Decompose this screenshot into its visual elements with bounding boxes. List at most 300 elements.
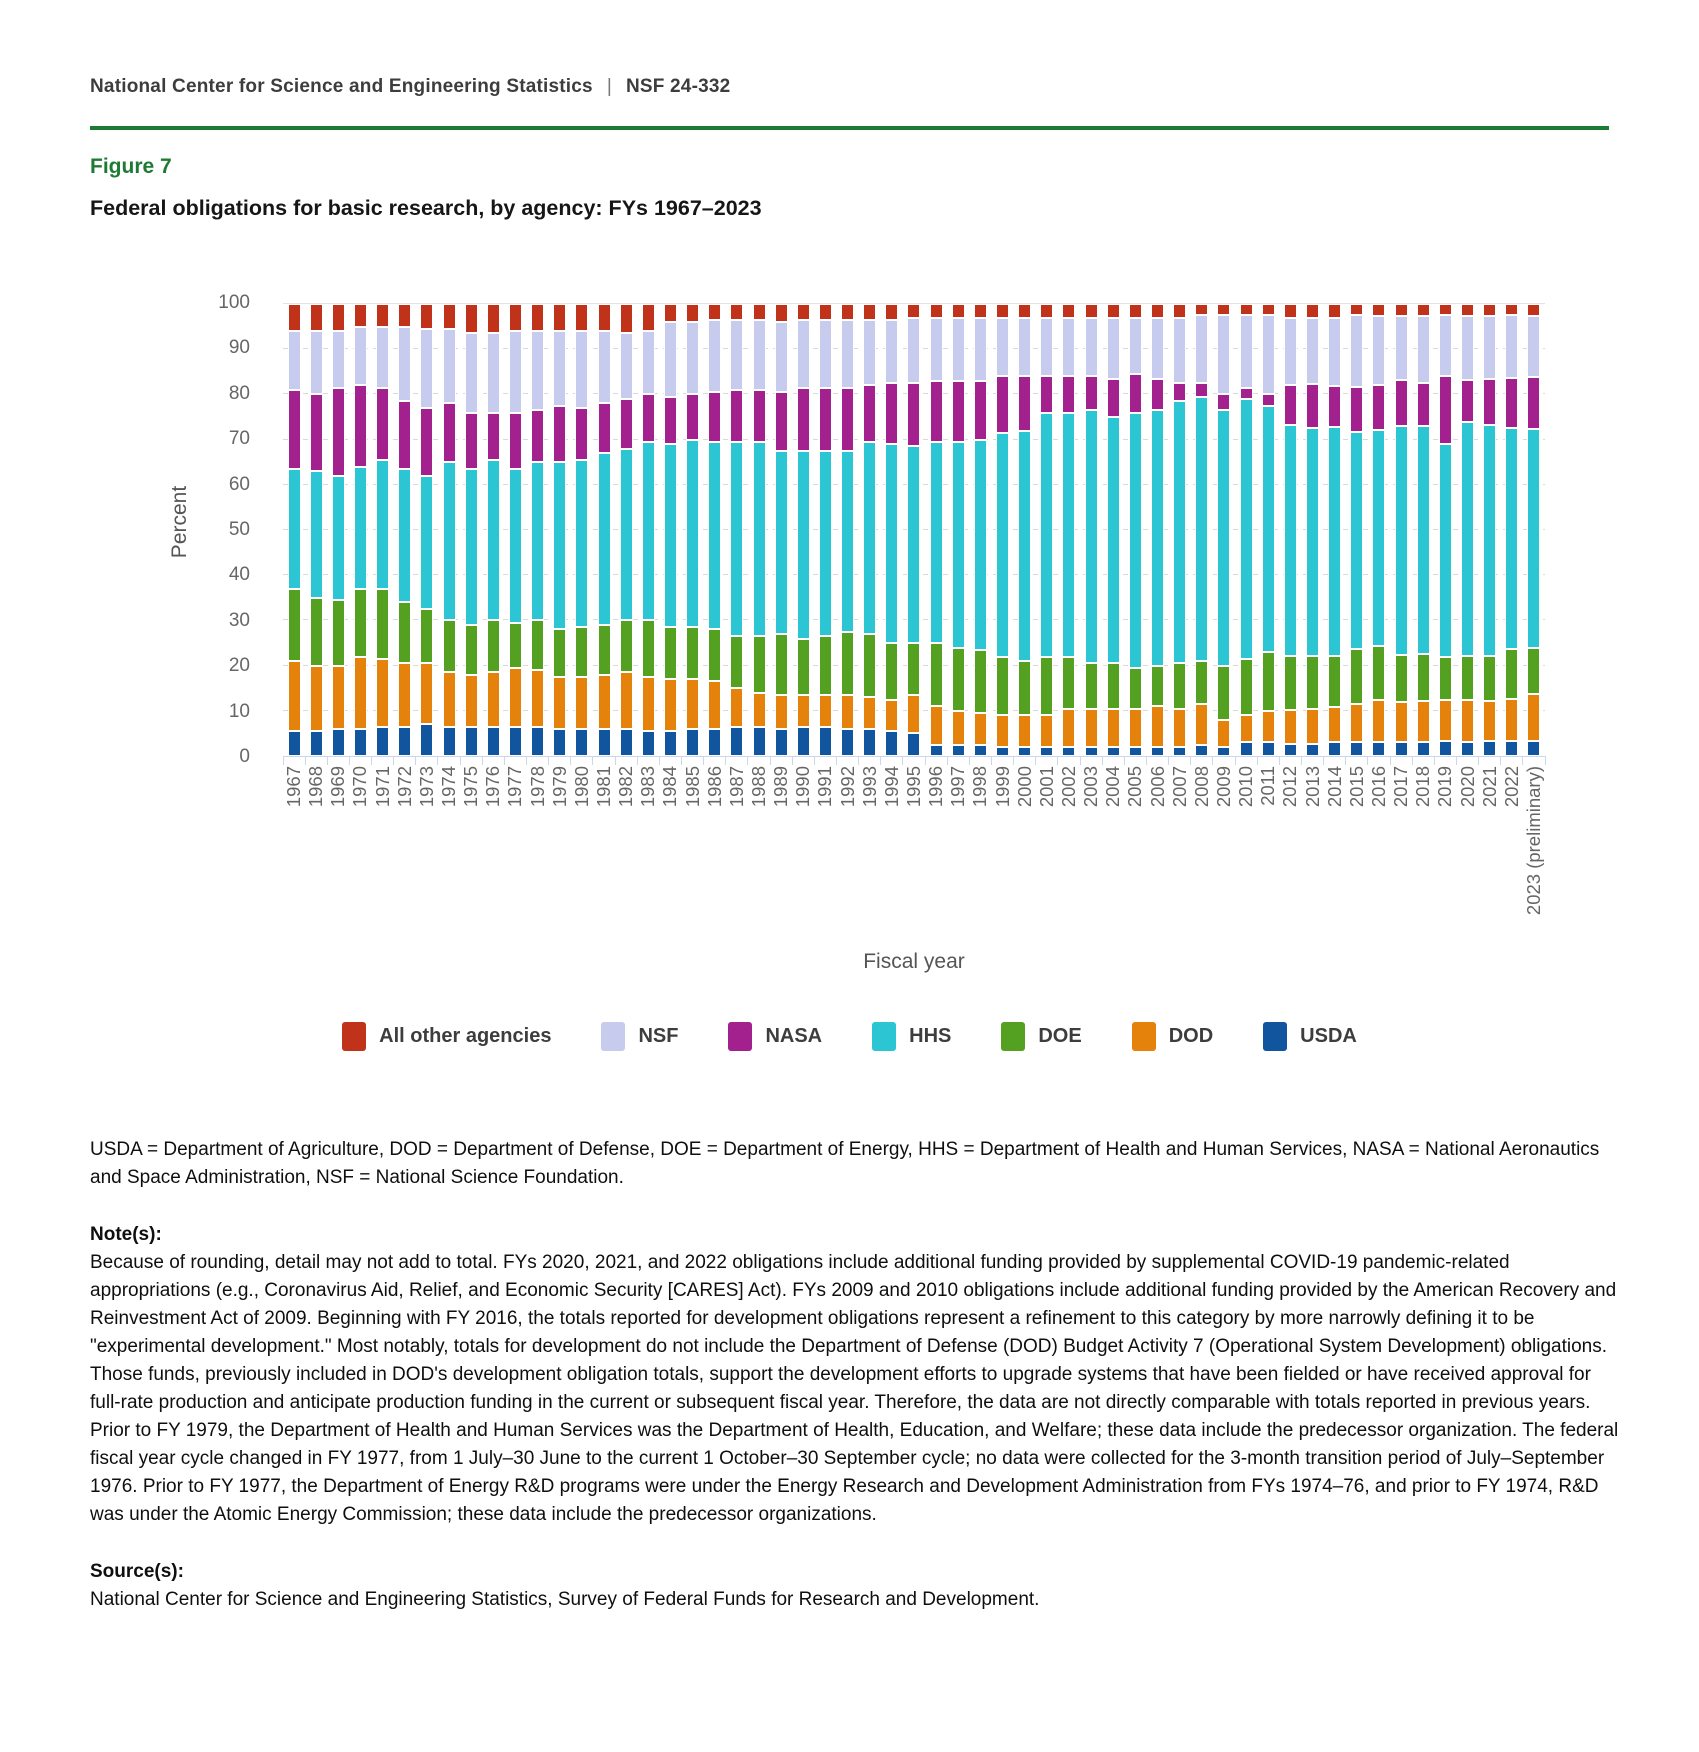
segment-hhs[interactable] xyxy=(420,476,433,609)
segment-nsf[interactable] xyxy=(398,327,411,402)
segment-all-other-agencies[interactable] xyxy=(420,304,433,329)
segment-nsf[interactable] xyxy=(819,320,832,388)
segment-all-other-agencies[interactable] xyxy=(996,304,1009,318)
segment-hhs[interactable] xyxy=(1085,410,1098,663)
segment-doe[interactable] xyxy=(376,589,389,659)
segment-all-other-agencies[interactable] xyxy=(1085,304,1098,318)
segment-nsf[interactable] xyxy=(1350,315,1363,387)
segment-all-other-agencies[interactable] xyxy=(398,304,411,327)
segment-nasa[interactable] xyxy=(1240,388,1253,399)
segment-doe[interactable] xyxy=(443,620,456,672)
segment-doe[interactable] xyxy=(1395,655,1408,702)
segment-nsf[interactable] xyxy=(642,331,655,394)
segment-hhs[interactable] xyxy=(1062,413,1075,657)
segment-hhs[interactable] xyxy=(1306,428,1319,656)
bar-1990[interactable] xyxy=(792,304,814,756)
segment-all-other-agencies[interactable] xyxy=(1395,304,1408,316)
segment-usda[interactable] xyxy=(1040,747,1053,756)
segment-nsf[interactable] xyxy=(1461,316,1474,380)
segment-hhs[interactable] xyxy=(354,467,367,589)
segment-usda[interactable] xyxy=(1151,747,1164,756)
segment-dod[interactable] xyxy=(1328,707,1341,742)
segment-doe[interactable] xyxy=(1195,661,1208,704)
segment-nsf[interactable] xyxy=(1372,316,1385,385)
segment-dod[interactable] xyxy=(974,713,987,745)
segment-nsf[interactable] xyxy=(1328,318,1341,387)
segment-all-other-agencies[interactable] xyxy=(819,304,832,320)
segment-dod[interactable] xyxy=(553,677,566,729)
segment-dod[interactable] xyxy=(509,668,522,727)
segment-hhs[interactable] xyxy=(1372,430,1385,646)
bar-2000[interactable] xyxy=(1014,304,1036,756)
segment-usda[interactable] xyxy=(1395,742,1408,756)
segment-hhs[interactable] xyxy=(708,442,721,630)
segment-nasa[interactable] xyxy=(509,413,522,470)
bar-1984[interactable] xyxy=(659,304,681,756)
segment-usda[interactable] xyxy=(443,727,456,756)
segment-nasa[interactable] xyxy=(1040,376,1053,412)
segment-nasa[interactable] xyxy=(332,388,345,476)
segment-nasa[interactable] xyxy=(553,406,566,463)
segment-dod[interactable] xyxy=(598,675,611,729)
segment-nsf[interactable] xyxy=(952,318,965,381)
segment-doe[interactable] xyxy=(775,634,788,695)
segment-all-other-agencies[interactable] xyxy=(465,304,478,333)
segment-hhs[interactable] xyxy=(575,460,588,627)
segment-all-other-agencies[interactable] xyxy=(1262,304,1275,315)
segment-doe[interactable] xyxy=(1107,663,1120,708)
bar-1991[interactable] xyxy=(814,304,836,756)
segment-hhs[interactable] xyxy=(398,469,411,602)
bar-2016[interactable] xyxy=(1368,304,1390,756)
segment-dod[interactable] xyxy=(1417,701,1430,742)
bar-2005[interactable] xyxy=(1124,304,1146,756)
segment-all-other-agencies[interactable] xyxy=(797,304,810,320)
segment-dod[interactable] xyxy=(443,672,456,726)
segment-nsf[interactable] xyxy=(1262,315,1275,393)
segment-nsf[interactable] xyxy=(753,320,766,390)
segment-all-other-agencies[interactable] xyxy=(1062,304,1075,318)
segment-nsf[interactable] xyxy=(1395,316,1408,381)
segment-hhs[interactable] xyxy=(1483,425,1496,656)
segment-hhs[interactable] xyxy=(531,462,544,620)
segment-nsf[interactable] xyxy=(376,327,389,388)
segment-dod[interactable] xyxy=(1284,710,1297,744)
segment-nasa[interactable] xyxy=(1395,380,1408,426)
segment-all-other-agencies[interactable] xyxy=(288,304,301,331)
segment-nsf[interactable] xyxy=(907,318,920,384)
segment-usda[interactable] xyxy=(1062,747,1075,756)
bar-1989[interactable] xyxy=(770,304,792,756)
segment-all-other-agencies[interactable] xyxy=(664,304,677,322)
segment-hhs[interactable] xyxy=(1505,428,1518,649)
segment-nsf[interactable] xyxy=(288,331,301,390)
segment-usda[interactable] xyxy=(885,731,898,756)
bar-1967[interactable] xyxy=(283,304,305,756)
bar-2018[interactable] xyxy=(1412,304,1434,756)
segment-usda[interactable] xyxy=(642,731,655,756)
segment-usda[interactable] xyxy=(376,727,389,756)
segment-all-other-agencies[interactable] xyxy=(487,304,500,333)
segment-dod[interactable] xyxy=(1040,715,1053,747)
segment-dod[interactable] xyxy=(1483,701,1496,741)
segment-usda[interactable] xyxy=(310,731,323,756)
segment-nasa[interactable] xyxy=(819,388,832,451)
segment-dod[interactable] xyxy=(863,697,876,729)
segment-all-other-agencies[interactable] xyxy=(332,304,345,331)
segment-doe[interactable] xyxy=(642,620,655,677)
segment-nasa[interactable] xyxy=(465,413,478,470)
legend-item-dod[interactable] xyxy=(1132,1022,1213,1051)
segment-nsf[interactable] xyxy=(443,329,456,404)
segment-hhs[interactable] xyxy=(376,460,389,589)
segment-nasa[interactable] xyxy=(487,413,500,460)
bar-2023[interactable] xyxy=(1523,304,1545,756)
segment-doe[interactable] xyxy=(819,636,832,695)
bar-2020[interactable] xyxy=(1456,304,1478,756)
segment-nsf[interactable] xyxy=(664,322,677,397)
segment-nasa[interactable] xyxy=(797,388,810,451)
segment-dod[interactable] xyxy=(487,672,500,726)
segment-doe[interactable] xyxy=(708,629,721,681)
legend-item-nsf[interactable] xyxy=(601,1022,678,1051)
legend-item-usda[interactable] xyxy=(1263,1022,1357,1051)
segment-hhs[interactable] xyxy=(1417,426,1430,654)
segment-hhs[interactable] xyxy=(1107,417,1120,663)
segment-dod[interactable] xyxy=(1505,699,1518,741)
segment-hhs[interactable] xyxy=(1527,429,1540,648)
segment-hhs[interactable] xyxy=(974,440,987,650)
bar-1997[interactable] xyxy=(947,304,969,756)
segment-nsf[interactable] xyxy=(686,322,699,394)
segment-all-other-agencies[interactable] xyxy=(1173,304,1186,318)
segment-nsf[interactable] xyxy=(509,331,522,412)
segment-doe[interactable] xyxy=(1417,654,1430,701)
segment-nasa[interactable] xyxy=(1217,394,1230,410)
segment-hhs[interactable] xyxy=(1129,413,1142,668)
bar-2008[interactable] xyxy=(1191,304,1213,756)
segment-usda[interactable] xyxy=(664,731,677,756)
segment-all-other-agencies[interactable] xyxy=(1306,304,1319,318)
segment-nasa[interactable] xyxy=(1062,376,1075,412)
segment-nasa[interactable] xyxy=(1107,379,1120,417)
segment-doe[interactable] xyxy=(1527,648,1540,694)
segment-nasa[interactable] xyxy=(1461,380,1474,422)
segment-hhs[interactable] xyxy=(907,446,920,643)
segment-dod[interactable] xyxy=(1372,700,1385,742)
segment-hhs[interactable] xyxy=(465,469,478,625)
segment-nsf[interactable] xyxy=(1040,318,1053,377)
segment-dod[interactable] xyxy=(531,670,544,727)
segment-usda[interactable] xyxy=(575,729,588,756)
segment-hhs[interactable] xyxy=(1018,431,1031,662)
segment-nsf[interactable] xyxy=(332,331,345,388)
segment-nasa[interactable] xyxy=(1284,385,1297,425)
segment-dod[interactable] xyxy=(1461,700,1474,742)
segment-all-other-agencies[interactable] xyxy=(841,304,854,320)
bar-1974[interactable] xyxy=(438,304,460,756)
segment-all-other-agencies[interactable] xyxy=(1461,304,1474,316)
segment-hhs[interactable] xyxy=(952,442,965,648)
segment-dod[interactable] xyxy=(1395,702,1408,743)
segment-nasa[interactable] xyxy=(708,392,721,442)
segment-dod[interactable] xyxy=(1129,709,1142,747)
segment-doe[interactable] xyxy=(332,600,345,666)
segment-nasa[interactable] xyxy=(1306,384,1319,428)
segment-nasa[interactable] xyxy=(443,403,456,462)
segment-hhs[interactable] xyxy=(553,462,566,629)
segment-usda[interactable] xyxy=(1505,741,1518,756)
segment-nsf[interactable] xyxy=(1151,318,1164,379)
segment-usda[interactable] xyxy=(1107,747,1120,756)
segment-nasa[interactable] xyxy=(775,392,788,451)
segment-doe[interactable] xyxy=(907,643,920,695)
segment-hhs[interactable] xyxy=(1240,399,1253,659)
bar-2009[interactable] xyxy=(1213,304,1235,756)
segment-doe[interactable] xyxy=(996,657,1009,716)
segment-all-other-agencies[interactable] xyxy=(863,304,876,320)
segment-nsf[interactable] xyxy=(1085,318,1098,377)
bar-1971[interactable] xyxy=(372,304,394,756)
segment-hhs[interactable] xyxy=(1173,401,1186,663)
segment-usda[interactable] xyxy=(509,727,522,756)
segment-usda[interactable] xyxy=(775,729,788,756)
segment-nasa[interactable] xyxy=(1173,383,1186,401)
segment-dod[interactable] xyxy=(1439,700,1452,741)
legend-item-nasa[interactable] xyxy=(728,1022,822,1051)
segment-all-other-agencies[interactable] xyxy=(1151,304,1164,318)
segment-usda[interactable] xyxy=(1129,747,1142,756)
segment-all-other-agencies[interactable] xyxy=(509,304,522,331)
segment-dod[interactable] xyxy=(1085,709,1098,747)
segment-doe[interactable] xyxy=(1018,661,1031,715)
segment-nasa[interactable] xyxy=(376,388,389,460)
segment-hhs[interactable] xyxy=(1217,410,1230,665)
bar-2019[interactable] xyxy=(1434,304,1456,756)
segment-nsf[interactable] xyxy=(1173,318,1186,384)
segment-usda[interactable] xyxy=(354,729,367,756)
bar-1998[interactable] xyxy=(969,304,991,756)
segment-doe[interactable] xyxy=(1372,646,1385,700)
segment-doe[interactable] xyxy=(398,602,411,663)
segment-nsf[interactable] xyxy=(996,318,1009,377)
segment-dod[interactable] xyxy=(310,666,323,732)
segment-all-other-agencies[interactable] xyxy=(310,304,323,331)
segment-nsf[interactable] xyxy=(310,331,323,394)
segment-usda[interactable] xyxy=(996,747,1009,756)
segment-dod[interactable] xyxy=(288,661,301,731)
segment-all-other-agencies[interactable] xyxy=(575,304,588,331)
bar-2012[interactable] xyxy=(1279,304,1301,756)
segment-usda[interactable] xyxy=(1173,747,1186,756)
segment-usda[interactable] xyxy=(1284,744,1297,756)
segment-dod[interactable] xyxy=(885,700,898,732)
segment-nsf[interactable] xyxy=(1240,315,1253,387)
segment-doe[interactable] xyxy=(1085,663,1098,708)
segment-all-other-agencies[interactable] xyxy=(553,304,566,331)
bar-2015[interactable] xyxy=(1346,304,1368,756)
segment-doe[interactable] xyxy=(487,620,500,672)
bar-2004[interactable] xyxy=(1102,304,1124,756)
segment-nasa[interactable] xyxy=(1129,374,1142,412)
segment-usda[interactable] xyxy=(952,745,965,756)
segment-nasa[interactable] xyxy=(620,399,633,449)
segment-usda[interactable] xyxy=(753,727,766,756)
bar-1986[interactable] xyxy=(704,304,726,756)
segment-nsf[interactable] xyxy=(775,322,788,392)
segment-dod[interactable] xyxy=(841,695,854,729)
segment-doe[interactable] xyxy=(930,643,943,706)
segment-all-other-agencies[interactable] xyxy=(1284,304,1297,318)
segment-nasa[interactable] xyxy=(907,383,920,446)
segment-nasa[interactable] xyxy=(398,401,411,469)
segment-usda[interactable] xyxy=(1085,747,1098,756)
segment-dod[interactable] xyxy=(1195,704,1208,745)
segment-nsf[interactable] xyxy=(1107,318,1120,379)
segment-nasa[interactable] xyxy=(730,390,743,442)
segment-dod[interactable] xyxy=(575,677,588,729)
segment-doe[interactable] xyxy=(465,625,478,675)
bar-1983[interactable] xyxy=(637,304,659,756)
segment-usda[interactable] xyxy=(1306,744,1319,756)
segment-doe[interactable] xyxy=(420,609,433,663)
segment-usda[interactable] xyxy=(1328,742,1341,756)
segment-doe[interactable] xyxy=(841,632,854,695)
segment-dod[interactable] xyxy=(1350,704,1363,742)
segment-hhs[interactable] xyxy=(1151,410,1164,665)
segment-doe[interactable] xyxy=(354,589,367,657)
segment-dod[interactable] xyxy=(420,663,433,724)
bar-1988[interactable] xyxy=(748,304,770,756)
bar-2013[interactable] xyxy=(1301,304,1323,756)
segment-doe[interactable] xyxy=(575,627,588,677)
segment-doe[interactable] xyxy=(797,639,810,696)
legend-item-hhs[interactable] xyxy=(872,1022,951,1051)
segment-usda[interactable] xyxy=(1483,741,1496,756)
segment-usda[interactable] xyxy=(420,724,433,756)
segment-all-other-agencies[interactable] xyxy=(531,304,544,331)
segment-nsf[interactable] xyxy=(487,333,500,412)
segment-nsf[interactable] xyxy=(1417,316,1430,383)
segment-nsf[interactable] xyxy=(531,331,544,410)
segment-nsf[interactable] xyxy=(730,320,743,390)
segment-hhs[interactable] xyxy=(730,442,743,636)
bar-1982[interactable] xyxy=(615,304,637,756)
segment-doe[interactable] xyxy=(974,650,987,713)
segment-usda[interactable] xyxy=(730,727,743,756)
segment-dod[interactable] xyxy=(1262,711,1275,743)
segment-nsf[interactable] xyxy=(1306,318,1319,384)
segment-dod[interactable] xyxy=(797,695,810,727)
segment-nsf[interactable] xyxy=(553,331,566,406)
segment-usda[interactable] xyxy=(930,745,943,756)
segment-nasa[interactable] xyxy=(974,381,987,440)
segment-hhs[interactable] xyxy=(863,442,876,634)
segment-dod[interactable] xyxy=(1240,715,1253,742)
segment-doe[interactable] xyxy=(288,589,301,661)
bar-2003[interactable] xyxy=(1080,304,1102,756)
segment-dod[interactable] xyxy=(907,695,920,733)
bar-2017[interactable] xyxy=(1390,304,1412,756)
segment-hhs[interactable] xyxy=(1395,426,1408,655)
segment-usda[interactable] xyxy=(487,727,500,756)
segment-hhs[interactable] xyxy=(1461,422,1474,656)
segment-doe[interactable] xyxy=(1262,652,1275,711)
segment-usda[interactable] xyxy=(819,727,832,756)
segment-nasa[interactable] xyxy=(598,403,611,453)
segment-doe[interactable] xyxy=(664,627,677,679)
segment-doe[interactable] xyxy=(1240,659,1253,716)
segment-usda[interactable] xyxy=(620,729,633,756)
bar-1993[interactable] xyxy=(859,304,881,756)
segment-nsf[interactable] xyxy=(797,320,810,388)
segment-doe[interactable] xyxy=(1151,666,1164,707)
segment-all-other-agencies[interactable] xyxy=(730,304,743,320)
segment-dod[interactable] xyxy=(1018,715,1031,747)
segment-usda[interactable] xyxy=(1262,742,1275,756)
segment-doe[interactable] xyxy=(553,629,566,676)
bar-2014[interactable] xyxy=(1324,304,1346,756)
segment-nasa[interactable] xyxy=(686,394,699,439)
segment-usda[interactable] xyxy=(288,731,301,756)
bar-1975[interactable] xyxy=(460,304,482,756)
segment-dod[interactable] xyxy=(730,688,743,726)
segment-dod[interactable] xyxy=(753,693,766,727)
bar-1996[interactable] xyxy=(925,304,947,756)
segment-doe[interactable] xyxy=(1217,666,1230,720)
segment-nsf[interactable] xyxy=(1195,315,1208,383)
segment-nsf[interactable] xyxy=(598,331,611,403)
segment-dod[interactable] xyxy=(332,666,345,729)
segment-doe[interactable] xyxy=(863,634,876,697)
segment-all-other-agencies[interactable] xyxy=(930,304,943,318)
segment-dod[interactable] xyxy=(1306,709,1319,744)
segment-usda[interactable] xyxy=(332,729,345,756)
bar-2007[interactable] xyxy=(1169,304,1191,756)
segment-nsf[interactable] xyxy=(1284,318,1297,386)
segment-hhs[interactable] xyxy=(797,451,810,639)
segment-hhs[interactable] xyxy=(1262,406,1275,652)
segment-all-other-agencies[interactable] xyxy=(974,304,987,318)
segment-hhs[interactable] xyxy=(775,451,788,634)
segment-usda[interactable] xyxy=(841,729,854,756)
bar-1992[interactable] xyxy=(837,304,859,756)
segment-dod[interactable] xyxy=(775,695,788,729)
segment-nsf[interactable] xyxy=(420,329,433,408)
segment-nsf[interactable] xyxy=(863,320,876,386)
segment-doe[interactable] xyxy=(1461,656,1474,700)
segment-hhs[interactable] xyxy=(753,442,766,636)
segment-all-other-agencies[interactable] xyxy=(885,304,898,320)
segment-usda[interactable] xyxy=(1372,742,1385,756)
segment-doe[interactable] xyxy=(620,620,633,672)
bar-2006[interactable] xyxy=(1146,304,1168,756)
segment-hhs[interactable] xyxy=(885,444,898,643)
segment-all-other-agencies[interactable] xyxy=(354,304,367,327)
segment-all-other-agencies[interactable] xyxy=(1107,304,1120,318)
segment-all-other-agencies[interactable] xyxy=(1195,304,1208,315)
bar-1985[interactable] xyxy=(682,304,704,756)
segment-nsf[interactable] xyxy=(1439,315,1452,376)
bar-2001[interactable] xyxy=(1036,304,1058,756)
segment-doe[interactable] xyxy=(885,643,898,700)
segment-nasa[interactable] xyxy=(753,390,766,442)
segment-nasa[interactable] xyxy=(930,381,943,442)
segment-dod[interactable] xyxy=(465,675,478,727)
segment-nsf[interactable] xyxy=(1483,316,1496,379)
segment-hhs[interactable] xyxy=(1439,444,1452,658)
segment-hhs[interactable] xyxy=(841,451,854,632)
